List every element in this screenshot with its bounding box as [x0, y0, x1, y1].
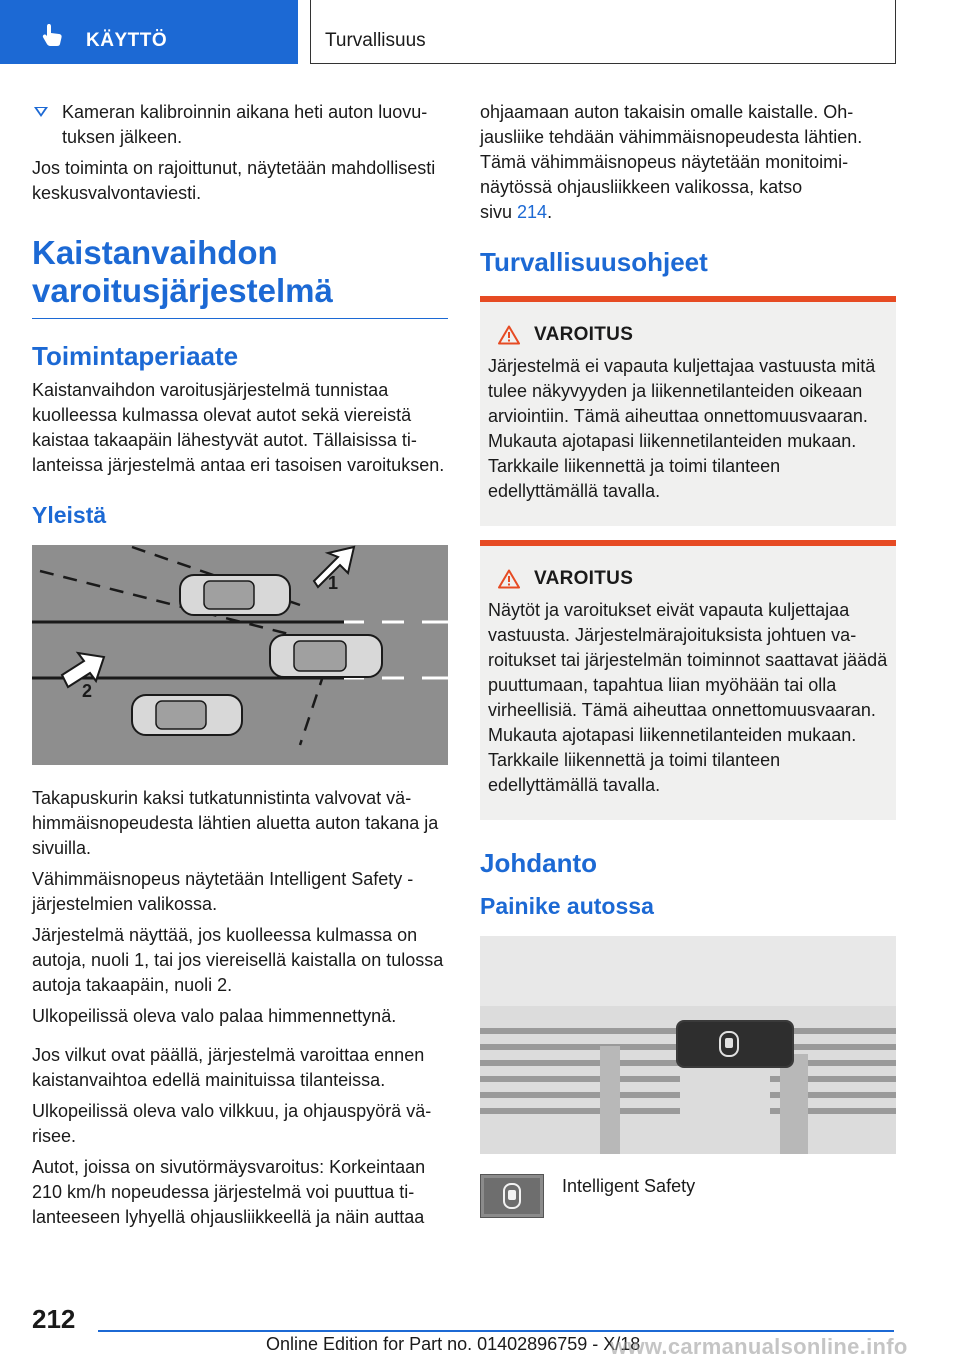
arrow-2-label: 2 — [82, 681, 93, 701]
bullet-text: Kameran kalibroinnin aikana heti auton luovutuksen jälkeen. — [62, 102, 428, 147]
intelligent-safety-button[interactable] — [480, 1174, 544, 1218]
warning-text: Järjestelmä ei vapauta kuljettajaa vastuusta mitä tulee näkyvyyden ja liikennetilanteiden oikeaan arviointiin. Tämä aiheuttaa onnettomuusvaaran. Mukauta ajotapasi liikennetilanteiden mukaan. Tarkkaile liikennettä ja toimi tilanteen edellyttämällä tavalla. — [488, 356, 876, 501]
principle-text: Kaistanvaihdon varoitusjärjestelmä tunnistaa kuolleessa kulmassa olevat autot sekä viereistä kaistaa takaapäin lähestyvät autot. Tällaisissa tilanteissa järjestelmä antaa eri tasoisen varoituksen. — [32, 380, 445, 475]
warning-title: VAROITUS — [534, 568, 634, 589]
paragraph-vibration: Ulkopeilissä oleva valo vilkkuu, ja ohjauspyörä värisee. — [32, 1101, 432, 1146]
warning-triangle-icon — [498, 569, 520, 589]
warning-text: Näytöt ja varoitukset eivät vapauta kuljettajaa vastuusta. Järjestelmärajoituksista johtuen varoitukset tai järjestelmän toiminnot saattavat jäädä puuttumaan, tapahtua liian myöhään tai olla virheellisiä. Tämä aiheuttaa onnettomuusvaaran. Mukauta ajotapasi liikennetilanteiden mukaan. Tarkkaile liikennettä ja toimi tilanteen edellyttämällä tavalla. — [488, 600, 888, 795]
limited-function-text: Jos toiminta on rajoittunut, näytetään mahdollisesti keskusvalvontaviesti. — [32, 158, 436, 203]
paragraph-side-collision: Autot, joissa on sivutörmäysvaroitus: Korkeintaan 210 km/h nopeudessa järjestelmä voi puuttua tilanteeseen lyhyellä ohjausliikkeellä ja näin auttaa — [32, 1157, 426, 1227]
paragraph-mirror-light: Ulkopeilissä oleva valo palaa himmennettynä. — [32, 1006, 397, 1026]
button-in-car-title: Painike autossa — [480, 893, 654, 919]
car-bottom — [132, 695, 242, 735]
intro-title: Johdanto — [480, 848, 597, 878]
car-middle — [270, 635, 382, 677]
bullet-triangle-icon — [34, 107, 48, 117]
lane-change-diagram — [32, 545, 448, 765]
chapter-tab — [0, 0, 298, 64]
warning-title: VAROITUS — [534, 324, 634, 345]
warning-triangle-icon — [498, 325, 520, 345]
car-shield-icon — [501, 1182, 523, 1210]
car-top — [180, 575, 290, 615]
paragraph-min-speed: Vähimmäisnopeus näytetään Intelligent Safety -järjestelmien valikossa. — [32, 869, 414, 914]
footer-edition: Online Edition for Part no. 01402896759 - X/18 — [266, 1334, 641, 1354]
section-header — [310, 0, 896, 64]
safety-title: Turvallisuusohjeet — [480, 247, 708, 277]
arrow-1-label: 1 — [328, 573, 339, 593]
section-label: Turvallisuus — [325, 30, 426, 51]
warning-box-2 — [480, 540, 896, 820]
left-column — [32, 100, 448, 1236]
main-title: Kaistanvaihdon varoitusjärjestelmä — [32, 234, 448, 319]
paragraph-indicator: Jos vilkut ovat päällä, järjestelmä varoittaa ennen kaistanvaihtoa edellä mainituissa tilanteissa. — [32, 1045, 425, 1090]
button-photo — [480, 936, 896, 1154]
chapter-label: KÄYTTÖ — [86, 30, 168, 51]
paragraph-display: Järjestelmä näyttää, jos kuolleessa kulmassa on autoja, nuoli 1, tai jos viereisellä kaistalla on tulossa autoja takaapäin, nuoli 2. — [32, 925, 444, 995]
warning-box-1 — [480, 296, 896, 526]
hand-pointer-icon — [40, 22, 66, 48]
paragraph-continued: ohjaamaan auton takaisin omalle kaistalle. Ohjausliike tehdään vähimmäisnopeudesta lähtien. Tämä vähimmäisnopeus näytetään monitoiminäytössä ohjausliikkeen valikossa, katso sivu 214. — [480, 102, 863, 222]
bullet-item — [32, 100, 448, 150]
watermark: www.carmanualsonline.info — [610, 1334, 908, 1359]
legend-row — [480, 1174, 896, 1218]
right-column — [480, 100, 896, 1218]
footer-divider — [98, 1330, 894, 1332]
paragraph-sensors: Takapuskurin kaksi tutkatunnistinta valvovat vähimmäisnopeudesta lähtien aluetta auton takana ja sivuilla. — [32, 788, 439, 858]
general-title: Yleistä — [32, 502, 107, 528]
legend-label: Intelligent Safety — [562, 1176, 696, 1196]
page-link[interactable]: 214 — [517, 202, 548, 222]
principle-title: Toimintaperiaate — [32, 341, 239, 371]
page-number: 212 — [32, 1304, 76, 1334]
